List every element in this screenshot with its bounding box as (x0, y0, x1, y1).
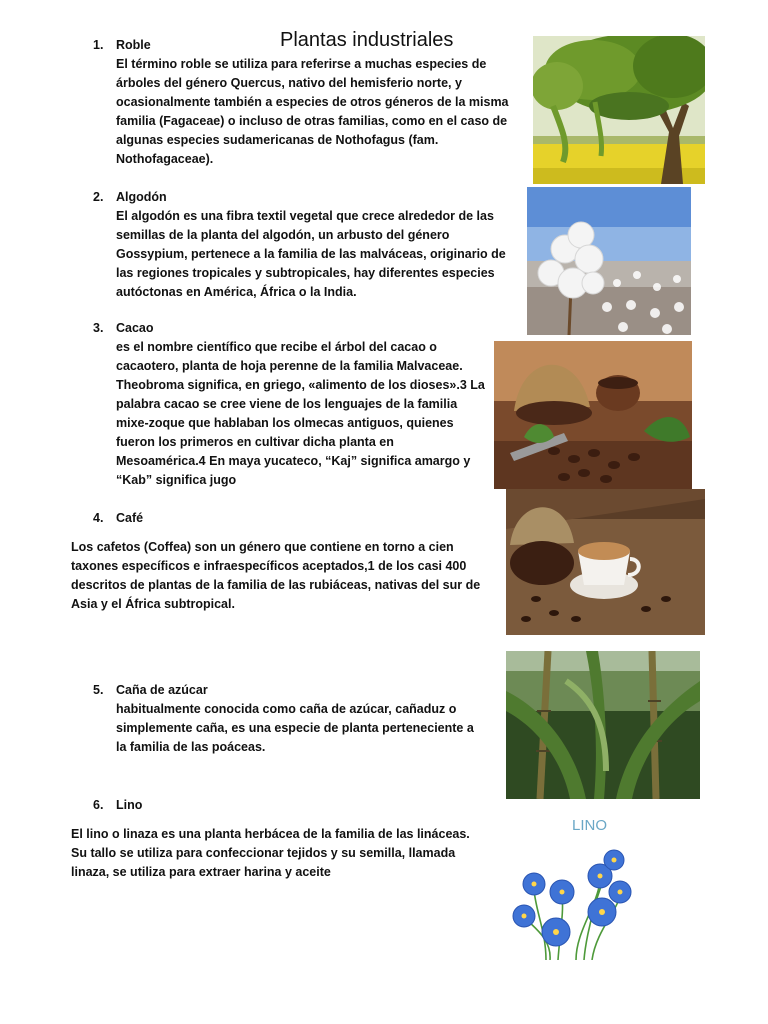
item-number-cacao: 3. (93, 321, 104, 335)
flax-image (506, 812, 646, 960)
cacao-image (494, 341, 692, 489)
item-heading-cana: Caña de azúcar (116, 683, 208, 697)
item-number-cafe: 4. (93, 511, 104, 525)
item-heading-lino: Lino (116, 798, 143, 812)
item-number-algodon: 2. (93, 190, 104, 204)
item-text-cacao: es el nombre científico que recibe el árbol del cacao o cacaotero, planta de hoja perenne de la familia Malvaceae. Theobroma significa, en griego, «alimento de los dioses».3 La palabra cacao se cree viene de los lenguajes de la familia mixe-zoque que hablaban los olmecas antiguos, quienes fueron los primeros en cultivar dicha planta en Mesoamérica.4 En maya yucateco, “Kaj” significa amargo y “Kab” significa jugo (116, 340, 485, 487)
oak-tree-image (533, 36, 705, 184)
sugar-cane-image (506, 651, 700, 799)
item-number-lino: 6. (93, 798, 104, 812)
item-text-cafe: Los cafetos (Coffea) son un género que contiene en torno a cien taxones específicos e infraespecíficos aceptados,1 de los casi 400 descritos de plantas de la familia de las rubiáceas, nativas del sur de Asia y el África subtropical. (71, 540, 481, 611)
item-heading-cacao: Cacao (116, 321, 154, 335)
item-heading-roble: Roble (116, 38, 151, 52)
page-title: Plantas industriales (280, 29, 454, 51)
item-heading-cafe: Café (116, 511, 144, 525)
item-text-cana: habitualmente conocida como caña de azúcar, cañaduz o simplemente caña, es una especie de planta perteneciente a la familia de las poáceas. (116, 702, 474, 754)
item-number-roble: 1. (93, 38, 104, 52)
item-text-algodon: El algodón es una fibra textil vegetal que crece alrededor de las semillas de la planta del algodón, un arbusto del género Gossypium, pertenece a la familia de las malváceas, originario de las regiones tropicales y subtropicales, hay diferentes especies autóctonas en América, África o la India. (116, 209, 506, 299)
item-heading-algodon: Algodón (116, 190, 167, 204)
coffee-image (506, 489, 705, 635)
flax-image-label: LINO (572, 817, 608, 834)
cotton-image (527, 187, 691, 335)
item-text-roble: El término roble se utiliza para referirse a muchas especies de árboles del género Quercus, nativo del hemisferio norte, y ocasionalmente también a especies de otros géneros de la misma familia (Fagaceae) o incluso de otras familias, como en el caso de algunas especies sudamericanas de Nothofagus (fam. Nothofagaceae). (116, 57, 509, 166)
item-number-cana: 5. (93, 683, 104, 697)
item-text-lino: El lino o linaza es una planta herbácea de la familia de las lináceas. Su tallo se utiliza para confeccionar tejidos y su semilla, llamada linaza, se utiliza para extraer harina y aceite (71, 827, 470, 879)
